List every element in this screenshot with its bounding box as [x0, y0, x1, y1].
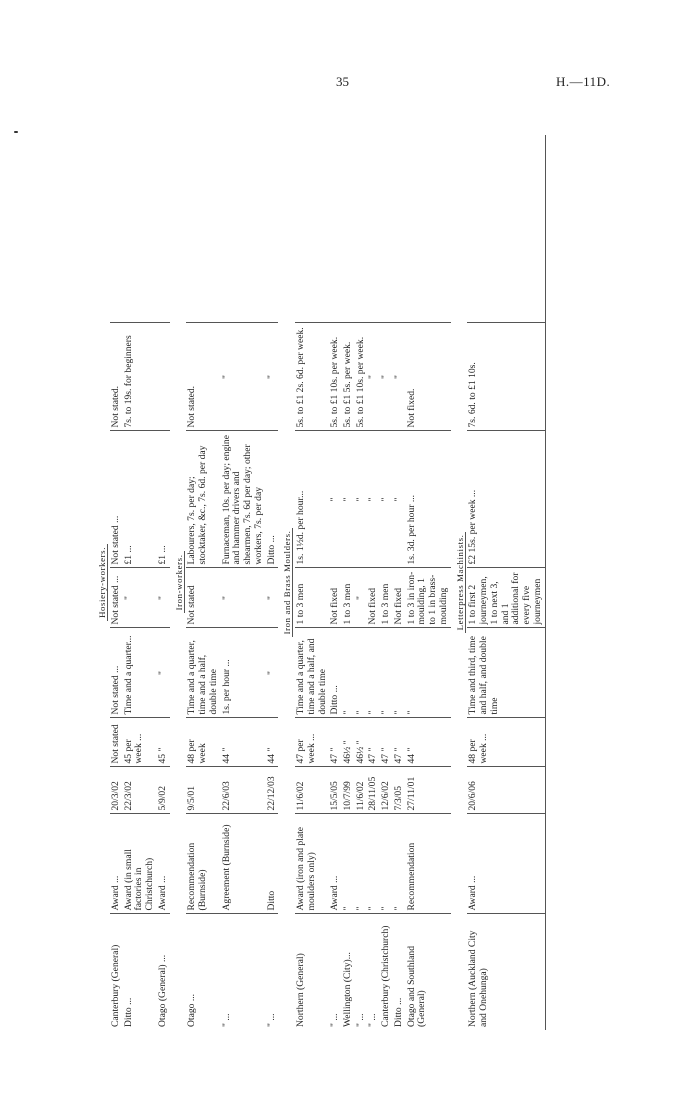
table-row: Ditto ... Award (in small factories in Christchurch) 22/3/02 45 per week ... Time and a quarter... " £1 ... 7s. to 19s. for beginners: [123, 135, 157, 1030]
wage-conditions-table: [93, 135, 550, 1030]
section-heading-hosiery: Hosiery-workers.: [93, 135, 110, 1030]
table-row: " ... " 11/6/02 46½ " " " " 5s. to £1 10s. per week.: [355, 135, 368, 1030]
table-row: Otago and Southland (General) Recommendation 27/11/01 44 " " 1 to 3 in iron-moulding, 1 to 1 in brass-moulding 1s. 3d. per hour ... Not fixed.: [406, 135, 451, 1030]
table-row: Canterbury (Christchurch) " 12/6/02 47 " " 1 to 3 men " ": [380, 135, 393, 1030]
table-row: Northern (Auckland City and Onehunga) Award ... 20/6/06 48 per week ... Time and third, time and half, and double time 1 to first 2 journeymen, 1 to next 3, and 1 additional for every five journeymen £2 15s. per week ... 7s. 6d. to £1 10s.: [467, 135, 545, 1030]
page-number: 35: [336, 74, 349, 89]
table-row: Wellington (City)... " 10/7/99 46½ " " 1 to 3 men " 5s. to £1 5s. per week.: [342, 135, 355, 1030]
document-reference: H.—11D.: [556, 74, 611, 89]
section-heading-iron-workers: Iron-workers.: [170, 135, 187, 1030]
table-row: Northern (General) Award (iron and plate moulders only) 11/6/02 47 per week ... Time and a quarter, time and a half, and double time 1 to 3 men 1s. 1½d. per hour... 5s. to £1 2s. 6d. per week.: [295, 135, 329, 1030]
rotated-table-wrapper: [93, 135, 543, 1030]
table-row: " ... Award ... 15/5/05 47 " Ditto ... Not fixed " 5s. to £1 10s. per week.: [329, 135, 342, 1030]
table-row: Ditto ... " 7/3/05 47 " " Not fixed " ": [393, 135, 406, 1030]
section-heading-letterpress-machinists: Letterpress Machinists.: [451, 135, 468, 1030]
table-row: " ... " 28/11/05 47 " " Not fixed " ": [367, 135, 380, 1030]
table-row: Otago (General) ... Award ... 5/9/02 45 " " " £1 ...: [157, 135, 170, 1030]
print-speck: [14, 131, 18, 133]
table-row: " ... Agreement (Burnside) 22/6/03 44 " 1s. per hour ... " Furnaceman, 10s. per day; engine and hammer drivers and shearmen, 7s. 6d per day; other workers, 7s. per day ": [221, 135, 266, 1030]
section-heading-iron-brass-moulders: Iron and Brass Moulders.: [278, 135, 295, 1030]
table-row: " ... Ditto 22/12/03 44 " " " Ditto ... ": [266, 135, 279, 1030]
table-row: Otago ... Recommendation (Burnside) 9/5/01 48 per week Time and a quarter, time and a half, double time Not stated Labourers, 7s. per day; stocktaker, &c., 7s. 6d. per day Not stated.: [186, 135, 220, 1030]
table-row: Canterbury (General) Award ... 20/3/02 Not stated Not stated ... Not stated ... Not stated ... Not stated.: [110, 135, 123, 1030]
table-bottom-rule: [545, 135, 550, 1030]
